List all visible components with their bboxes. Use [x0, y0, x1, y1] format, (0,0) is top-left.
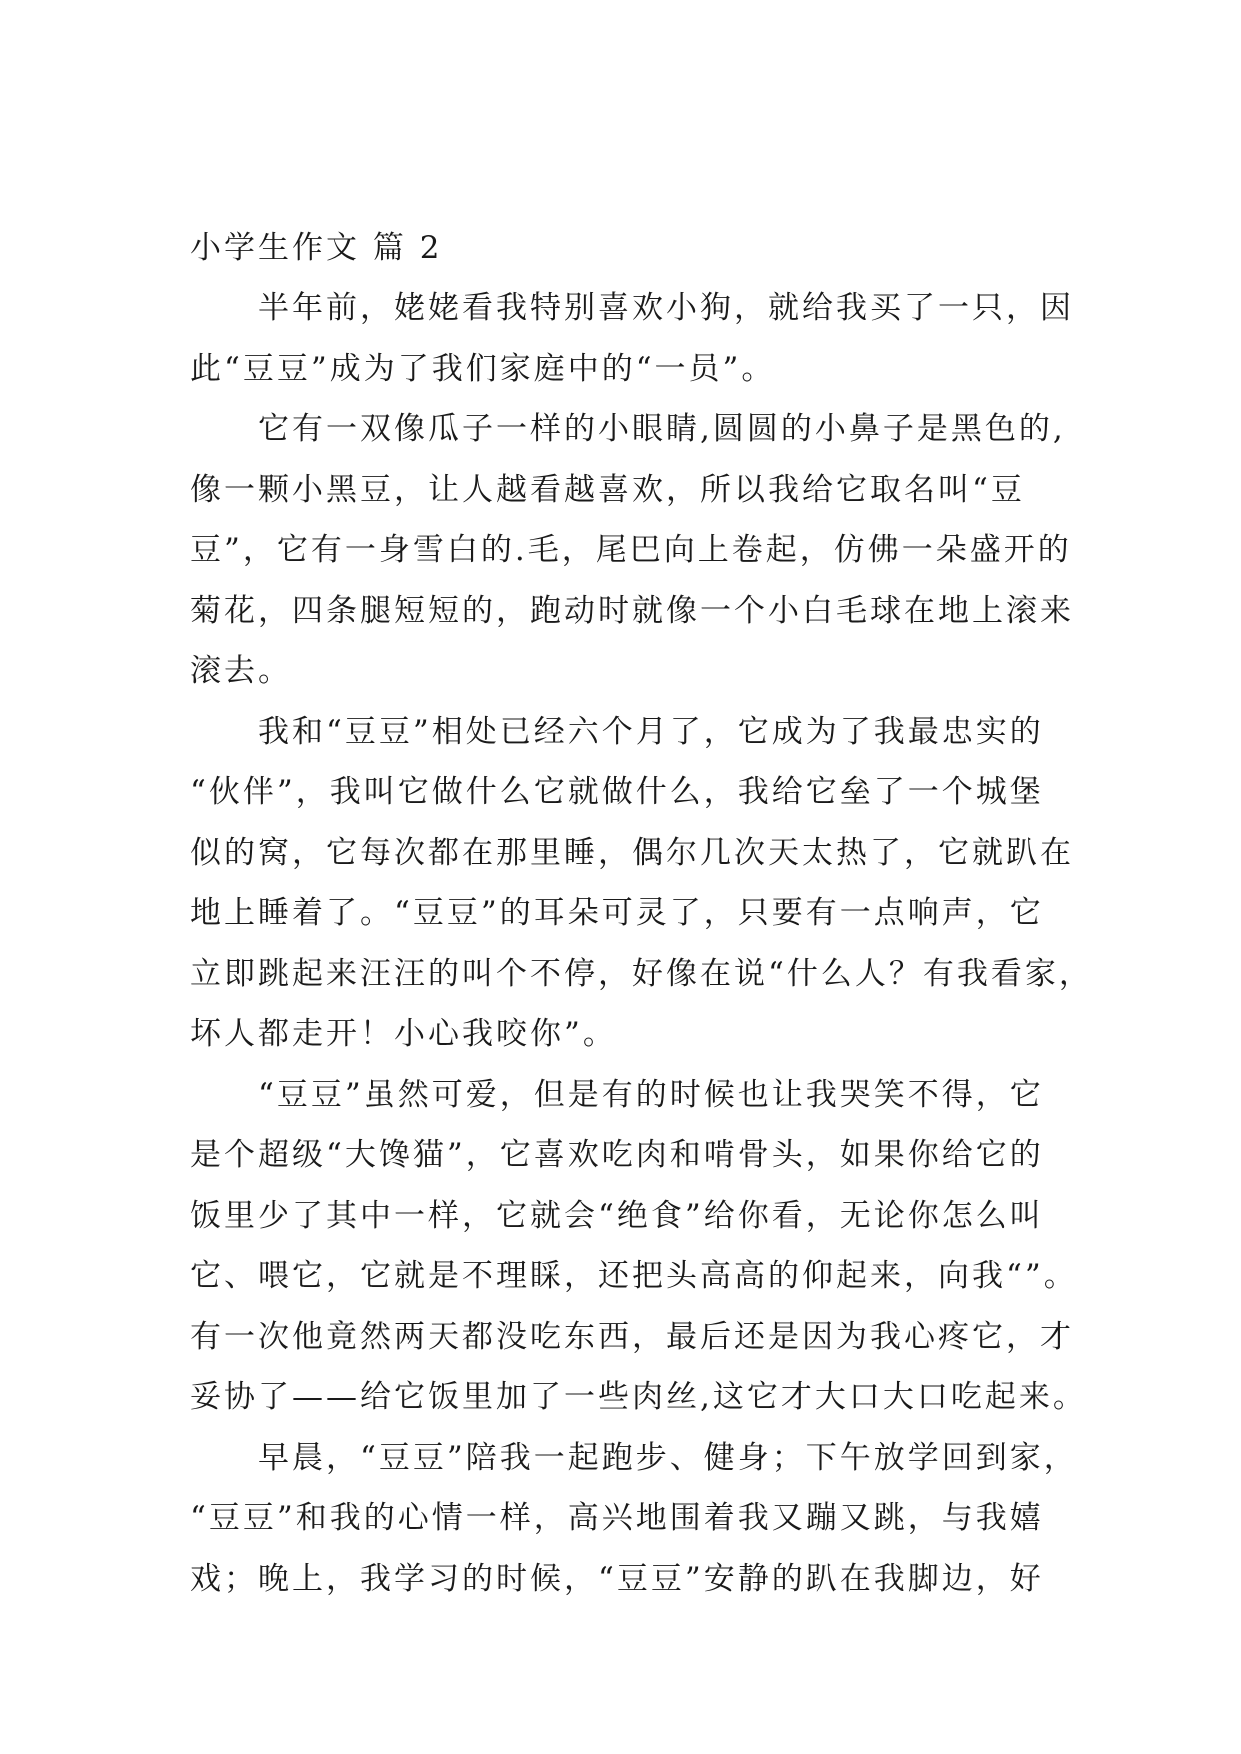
paragraph-line: 此“豆豆”成为了我们家庭中的“一员”。: [190, 350, 776, 387]
paragraph-line: “豆豆”和我的心情一样，高兴地围着我又蹦又跳，与我嬉: [190, 1500, 1044, 1536]
paragraph-line: 坏人都走开！小心我咬你”。: [190, 1016, 617, 1052]
paragraph-line: 似的窝，它每次都在那里睡，偶尔几次天太热了，它就趴在: [190, 834, 1074, 871]
paragraph-line: 它、喂它，它就是不理睬，还把头高高的仰起来，向我“”。: [190, 1258, 1078, 1294]
paragraph-line: 有一次他竟然两天都没吃东西，最后还是因为我心疼它，才: [190, 1318, 1074, 1355]
paragraph-line: 地上睡着了。“豆豆”的耳朵可灵了，只要有一点响声，它: [190, 895, 1044, 931]
paragraph-line: 菊花，四条腿短短的，跑动时就像一个小白毛球在地上滚来: [190, 592, 1074, 629]
paragraph-line: 豆”，它有一身雪白的.毛，尾巴向上卷起，仿佛一朵盛开的: [190, 532, 1072, 568]
paragraph-line: 饭里少了其中一样，它就会“绝食”给你看，无论你怎么叫: [190, 1197, 1044, 1234]
paragraph-line: “伙伴”，我叫它做什么它就做什么，我给它垒了一个城堡: [190, 774, 1044, 810]
paragraph-2: [190, 399, 1090, 702]
paragraph-line: “豆豆”虽然可爱，但是有的时候也让我哭笑不得，它: [258, 1076, 1044, 1113]
paragraph-5: [190, 1428, 1090, 1610]
essay-body: [190, 218, 1093, 1609]
paragraph-line: 半年前，姥姥看我特别喜欢小狗，就给我买了一只，因: [258, 290, 1074, 326]
paragraph-line: 立即跳起来汪汪的叫个不停，好像在说“什么人？有我看家，: [190, 955, 1093, 992]
essay-title: 小学生作文 篇 2: [190, 230, 443, 266]
paragraph-line: 它有一双像瓜子一样的小眼睛,圆圆的小鼻子是黑色的,: [258, 411, 1066, 447]
paragraph-line: 是个超级“大馋猫”，它喜欢吃肉和啃骨头，如果你给它的: [190, 1137, 1044, 1173]
paragraph-line: 滚去。: [190, 653, 292, 689]
paragraph-line: 早晨，“豆豆”陪我一起跑步、健身；下午放学回到家，: [258, 1439, 1078, 1476]
paragraph-line: 妥协了——给它饭里加了一些肉丝,这它才大口大口吃起来。: [190, 1379, 1087, 1415]
paragraph-line: 我和“豆豆”相处已经六个月了，它成为了我最忠实的: [258, 713, 1044, 750]
paragraph-3: [190, 702, 1093, 1065]
paragraph-4: [190, 1065, 1090, 1428]
paragraph-1: [190, 278, 1090, 399]
paragraph-line: 戏；晚上，我学习的时候，“豆豆”安静的趴在我脚边，好: [190, 1560, 1044, 1597]
paragraph-line: 像一颗小黑豆，让人越看越喜欢，所以我给它取名叫“豆: [190, 471, 1025, 508]
